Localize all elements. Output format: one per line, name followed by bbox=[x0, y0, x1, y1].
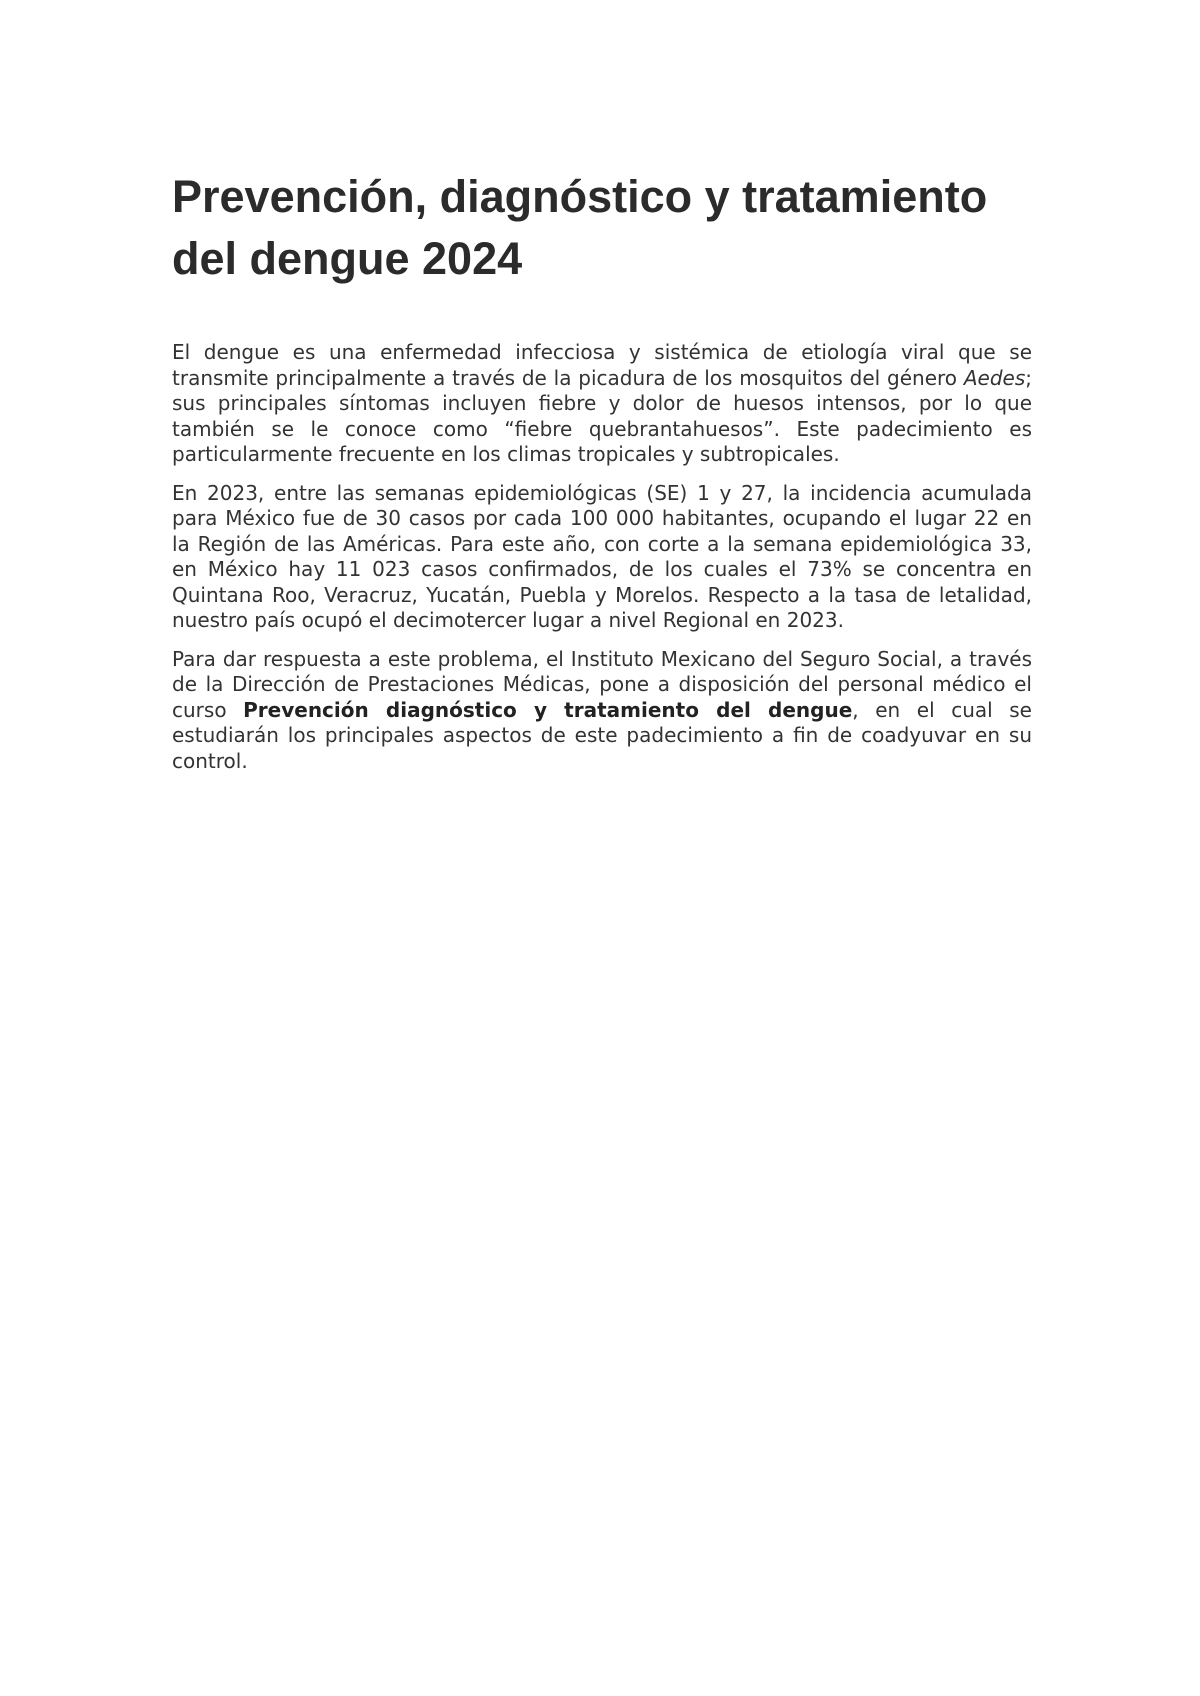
document-title: Prevención, diagnóstico y tratamiento del dengue 2024 bbox=[172, 171, 988, 284]
course-name: Prevención diagnóstico y tratamiento del dengue bbox=[243, 697, 853, 722]
paragraph-intro-text-1: El dengue es una enfermedad infecciosa y sistémica de etiología viral que se transmite principalmente a través de la picadura de los mosquitos del género bbox=[172, 340, 1032, 390]
paragraph-statistics: En 2023, entre las semanas epidemiológicas (SE) 1 y 27, la incidencia acumulada para México fue de 30 casos por cada 100 000 habitantes, ocupando el lugar 22 en la Región de las Américas. Para este año, con corte a la semana epidemiológica 33, en México hay 11 023 casos confirmados, de los cuales el 73% se concentra en Quintana Roo, Veracruz, Yucatán, Puebla y Morelos. Respecto a la tasa de letalidad, nuestro país ocupó el decimotercer lugar a nivel Regional en 2023. bbox=[172, 480, 1032, 632]
paragraph-course bbox=[172, 647, 1032, 775]
paragraph-intro-text-2: ; sus principales síntomas incluyen fiebre y dolor de huesos intensos, por lo que también se le conoce como “fiebre quebrantahuesos”. Este padecimiento es particularmente frecuente en los climas tropicales y subtropicales. bbox=[172, 365, 1032, 466]
document-body bbox=[172, 340, 1032, 774]
paragraph-course-text-2: , en el cual se estudiarán los principales aspectos de este padecimiento a fin de coadyuvar en su control. bbox=[172, 697, 1032, 773]
document-content bbox=[172, 166, 1032, 787]
paragraph-intro bbox=[172, 340, 1032, 468]
genus-aedes: Aedes bbox=[963, 365, 1026, 390]
paragraph-course-text-1: Para dar respuesta a este problema, el Instituto Mexicano del Seguro Social, a través de la Dirección de Prestaciones Médicas, pone a disposición del personal médico el curso bbox=[172, 646, 1032, 722]
